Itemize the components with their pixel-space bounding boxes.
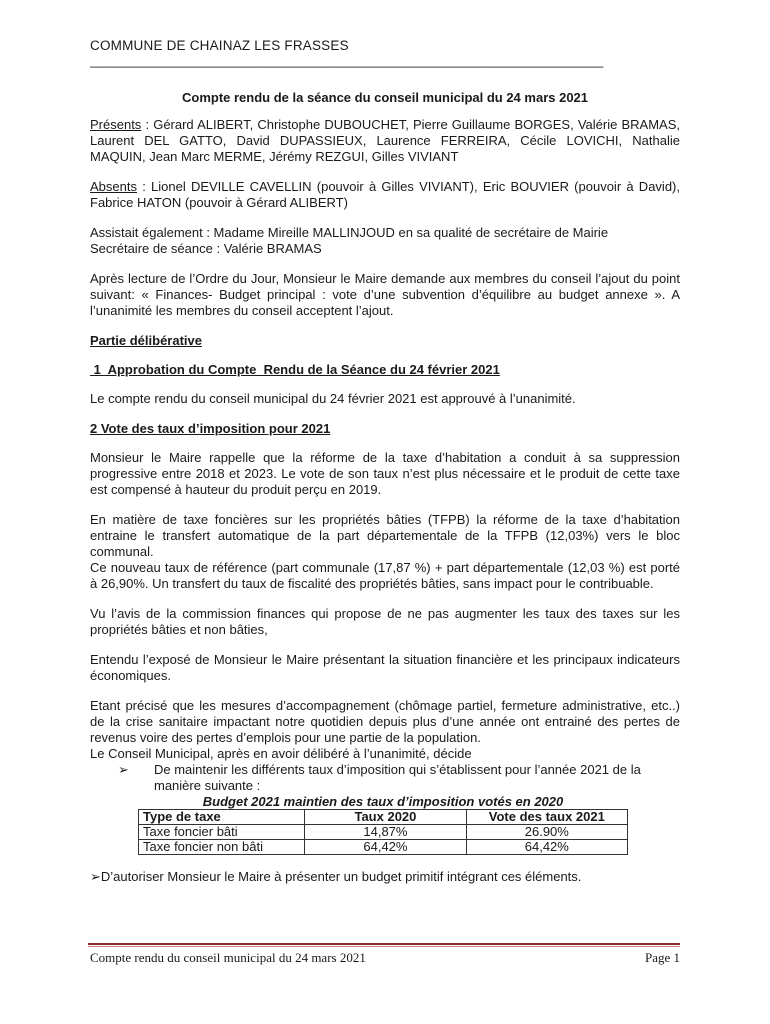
- table-cell: 14,87%: [305, 825, 466, 840]
- bullet-maintain-text: De maintenir les différents taux d’imposition qui s’établissent pour l’année 2021 de la manière suivante :: [154, 762, 641, 793]
- table-caption: Budget 2021 maintien des taux d’imposition votés en 2020: [202, 794, 564, 809]
- presents-text: : Gérard ALIBERT, Christophe DUBOUCHET, Pierre Guillaume BORGES, Valérie BRAMAS, Laurent DEL GATTO, David DUPASSIEUX, Laurence FERREIRA, Cécile LOVICHI, Nathalie MAQUIN, Jean Marc MERME, Jérémy REZGUI, Gilles VIVIANT: [90, 117, 680, 164]
- table-cell: 64,42%: [466, 840, 627, 855]
- absents-text: : Lionel DEVILLE CAVELLIN (pouvoir à Gilles VIVIANT), Eric BOUVIER (pouvoir à David), Fabrice HATON (pouvoir à Gérard ALIBERT): [90, 179, 680, 210]
- footer-rule: [88, 943, 680, 945]
- assistait-text: Assistait également : Madame Mireille MALLINJOUD en sa qualité de secrétaire de Mairie: [90, 225, 609, 240]
- footer-rule-thin: [88, 946, 680, 947]
- partie-heading: Partie délibérative: [90, 333, 202, 348]
- bullet-authorize: ➢D’autoriser Monsieur le Maire à présenter un budget primitif intégrant ces éléments.: [90, 869, 582, 884]
- section2-p4: Vu l’avis de la commission finances qui propose de ne pas augmenter les taux des taxes sur les propriétés bâties et non bâties,: [90, 606, 680, 637]
- footer-title: Compte rendu du conseil municipal du 24 mars 2021: [90, 950, 366, 965]
- commune-name: COMMUNE DE CHAINAZ LES FRASSES: [90, 38, 349, 53]
- table-header-cell: Type de taxe: [139, 810, 305, 825]
- section2-p6: Etant précisé que les mesures d’accompagnement (chômage partiel, fermeture administrative, etc..) de la crise sanitaire impactant notre quotidien depuis plus d’une année ont entrainé des pertes de revenus voire des pertes d’emplois pour une partie de la population.: [90, 698, 680, 745]
- bullet-maintain: [90, 762, 680, 794]
- secretaire-text: Secrétaire de séance : Valérie BRAMAS: [90, 241, 322, 256]
- presents-label: Présents: [90, 117, 142, 132]
- section2-p2: En matière de taxe foncières sur les propriétés bâties (TFPB) la réforme de la taxe d’habitation entraine le transfert automatique de la part départementale de la TFPB (12,03%) vers le bloc communal.: [90, 512, 680, 559]
- table-header-cell: Taux 2020: [305, 810, 466, 825]
- presents-paragraph: [90, 117, 680, 165]
- document-page: [90, 38, 680, 885]
- section1-heading: 1 Approbation du Compte Rendu de la Séance du 24 février 2021: [90, 362, 500, 377]
- page-footer: [90, 950, 680, 966]
- absents-paragraph: [90, 179, 680, 211]
- section2-heading: 2 Vote des taux d’imposition pour 2021: [90, 421, 331, 436]
- table-header-row: [139, 810, 628, 825]
- section1-text: Le compte rendu du conseil municipal du 24 février 2021 est approuvé à l’unanimité.: [90, 391, 576, 406]
- page-number: Page 1: [644, 950, 680, 965]
- document-title: Compte rendu de la séance du conseil municipal du 24 mars 2021: [181, 90, 589, 105]
- arrow-bullet-icon: ➢: [118, 762, 129, 777]
- absents-label: Absents: [90, 179, 137, 194]
- table-row: [139, 825, 628, 840]
- header-rule: _______________________________________________________________________: [90, 54, 604, 68]
- section2-p5: Entendu l’exposé de Monsieur le Maire présentant la situation financière et les principaux indicateurs économiques.: [90, 652, 680, 683]
- table-cell: Taxe foncier non bâti: [139, 840, 305, 855]
- table-cell: 26.90%: [466, 825, 627, 840]
- section2-p1: Monsieur le Maire rappelle que la réforme de la taxe d’habitation a conduit à sa suppression progressive entre 2018 et 2023. Le vote de son taux n’est plus nécessaire et le produit de cette taxe est compensé à hauteur du produit perçu en 2019.: [90, 450, 680, 497]
- tax-rate-table: [138, 809, 628, 855]
- table-cell: Taxe foncier bâti: [139, 825, 305, 840]
- table-row: [139, 840, 628, 855]
- assistait-paragraph: [90, 225, 680, 257]
- section2-p7: Le Conseil Municipal, après en avoir délibéré à l’unanimité, décide: [90, 746, 472, 761]
- intro-paragraph: Après lecture de l’Ordre du Jour, Monsieur le Maire demande aux membres du conseil l’ajout du point suivant: « Finances- Budget principal : vote d’une subvention d’équilibre au budget annexe ». A l’unanimité les membres du conseil acceptent l’ajout.: [90, 271, 680, 318]
- section2-p3: Ce nouveau taux de référence (part communale (17,87 %) + part départementale (12,03 %) est porté à 26,90%. Un transfert du taux de fiscalité des propriétés bâties, sans impact pour le contribuable.: [90, 560, 680, 591]
- table-header-cell: Vote des taux 2021: [466, 810, 627, 825]
- table-cell: 64,42%: [305, 840, 466, 855]
